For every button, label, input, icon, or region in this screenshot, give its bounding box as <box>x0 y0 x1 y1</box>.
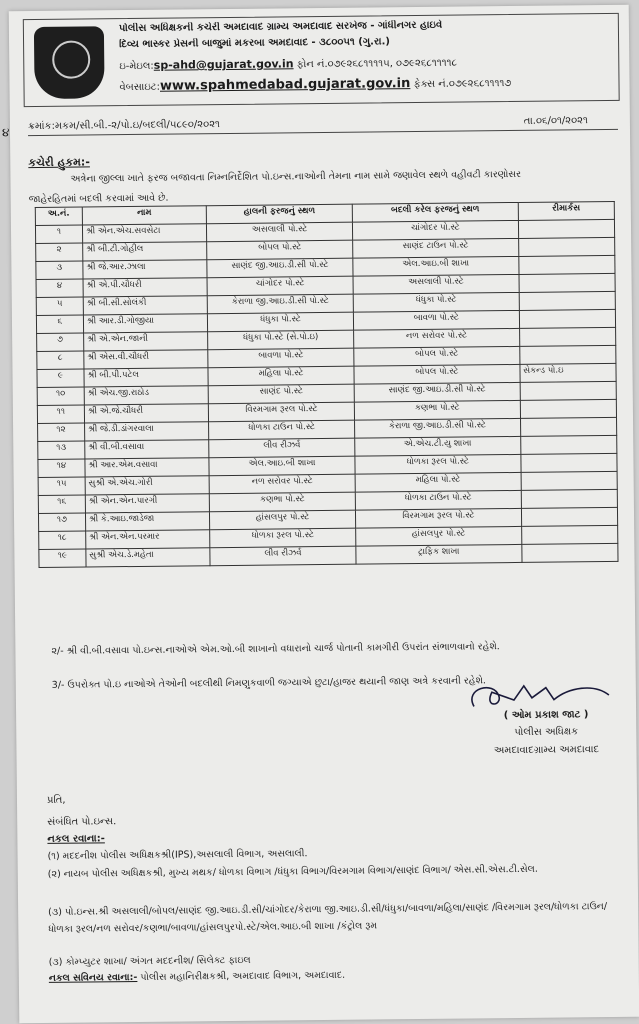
cell-current-post: લીવ રીઝર્વ <box>209 438 355 458</box>
cell-serial: ૭ <box>37 333 84 351</box>
intro-line-1: અત્રેના જીલ્લા ખાતે ફરજ બજાવતા નિમ્નનિર્દેશિત પો.ઇન્સ.નાઓની તેમના નામ સામે જણાવેલ સ્થળે વહીવટી કારણોસર <box>70 168 522 185</box>
cell-serial: ૬ <box>36 315 83 333</box>
cell-name: શ્રી એ.જે.ચૌધરી <box>84 404 209 423</box>
fax-label: ફેક્સ નં. <box>413 78 449 91</box>
cell-current-post: સાણંદ પો.સ્ટે <box>208 384 354 404</box>
reference-number: ક્રમાંક:મકમ/સી.બી.-૨/પો.ઇ/બદલી/૫૮૯૦/૨૦૨૧ <box>27 119 221 133</box>
cc-item: (૧) મદદનીશ પોલીસ અધિક્ષકશ્રી(IPS),અસલાલી વિભાગ, અસલાલી. <box>47 848 308 862</box>
cell-remarks <box>519 273 615 292</box>
cell-serial: ૪ <box>36 279 83 297</box>
cell-remarks <box>518 237 614 256</box>
website-line <box>119 74 612 94</box>
cell-serial: ૧૫ <box>38 477 85 495</box>
cell-new-post: ધંધુકા પો.સ્ટે <box>353 292 519 312</box>
document-page <box>1 5 639 1023</box>
transfer-table <box>35 201 619 568</box>
cell-current-post: ધંધુકા પો.સ્ટે <box>208 312 354 332</box>
signatory-designation: પોલીસ અધિક્ષક <box>514 726 579 739</box>
cell-current-post: બોપલ પો.સ્ટે <box>207 240 353 260</box>
recipient-prefix: પ્રતિ, <box>46 794 66 806</box>
cell-remarks <box>519 291 615 310</box>
cell-name: શ્રી બી.ટી.ગોહીલ <box>82 242 207 261</box>
cell-new-post: વિરમગામ રૂરલ પો.સ્ટે <box>355 508 521 528</box>
cell-current-post: હાંસલપુર પો.સ્ટે <box>210 510 356 530</box>
cell-serial: ૧૦ <box>37 387 84 405</box>
header-serial: અ.નં. <box>35 207 82 225</box>
forward-recipient: પોલીસ મહાનિરીક્ષકશ્રી, અમદાવાદ વિભાગ, અમદાવાદ. <box>137 969 346 983</box>
office-address: દિવ્ય ભાસ્કર પ્રેસની બાજુમાં મકરબા અમદાવાદ - ૩૮૦૦૫૧ (ગુ.રા.) <box>119 36 391 51</box>
cell-new-post: કેરાળા જી.આઇ.ડી.સી પો.સ્ટે <box>355 418 521 438</box>
cell-current-post: કણભા પો.સ્ટે <box>209 492 355 512</box>
order-date: તા.૦૬/૦૧/૨૦૨૧ <box>523 115 588 127</box>
cell-name: શ્રી આર.ડી.ગોજીયા <box>83 314 208 333</box>
forward-heading: નકલ સવિનય રવાના:- <box>48 971 138 984</box>
cell-remarks <box>520 399 616 418</box>
cell-current-post: બાવળા પો.સ્ટે <box>208 348 354 368</box>
cell-name: શ્રી એન.એન.પરમાર <box>85 530 210 549</box>
cell-new-post: ધોળકા રૂરલ પો.સ્ટે <box>355 454 521 474</box>
cell-remarks <box>521 507 617 526</box>
header-current-post: હાલની ફરજનું સ્થળ <box>206 204 352 224</box>
table-body <box>35 219 618 567</box>
cell-name: શ્રી એન.એન.પારગી <box>85 494 210 513</box>
cell-remarks <box>519 327 615 346</box>
cell-new-post: બોપલ પો.સ્ટે <box>354 346 520 366</box>
cc-item: (૩) કોમ્પ્યુટર શાખા/ અંગત મદદનીશ/ સિલેક્ટ ફાઇલ <box>48 954 251 968</box>
cell-name: શ્રી એસ.વી.ચૌધરી <box>84 350 209 369</box>
signatory-name: ( ઓમ પ્રકાશ જાટ ) <box>503 709 589 722</box>
cell-remarks <box>521 453 617 472</box>
cell-name: શ્રી એચ.જી.રાઠોડ <box>84 386 209 405</box>
note-additional-charge: ૨/- શ્રી વી.બી.વસાવા પો.ઇન્સ.નાઓએ એમ.ઓ.બી શાખાનો વધારાનો ચાર્જ પોતાની કામગીરી ઉપરાંત સંભાળવાનો રહેશે. <box>51 641 500 657</box>
cell-current-post: ધોળકા ટાઉન પો.સ્ટે <box>209 420 355 440</box>
note-relieve-join: 3/- ઉપરોક્ત પો.ઇ નાઓએ તેઓની બદલીથી નિમણુકવાળી જગ્યાએ છુટા/હાજર થયાની જાણ અત્રે કરવાની રહેશે. <box>51 675 486 691</box>
cell-name: શ્રી એ.એન.જાની <box>83 332 208 351</box>
cell-new-post: ટ્રાફિક શાખા <box>356 544 522 564</box>
intro-line-2: જાહેરહિતમાં બદલી કરવામાં આવે છે. <box>28 192 169 206</box>
cell-name: શ્રી એ.પી.ચૌધરી <box>83 278 208 297</box>
cell-serial: ૮ <box>37 351 84 369</box>
header-new-post: બદલી કરેલ ફરજનું સ્થળ <box>352 202 518 222</box>
cell-current-post: કેરાળા જી.આઇ.ડી.સી પો.સ્ટે <box>207 294 353 314</box>
cell-current-post: લીવ રીઝર્વ <box>210 546 356 566</box>
cell-remarks <box>518 219 614 238</box>
cell-name: શ્રી જે.આર.ઝાલા <box>83 260 208 279</box>
cell-name: શ્રી બી.પી.પટેલ <box>84 368 209 387</box>
cell-current-post: સાણંદ જી.આઇ.ડી.સી પો.સ્ટે <box>207 258 353 278</box>
website-link[interactable]: www.spahmedabad.gujarat.gov.in <box>159 76 411 94</box>
cell-current-post: નળ સરોવર પો.સ્ટે <box>209 474 355 494</box>
cc-item: (૨) નાયબ પોલીસ અધિક્ષકશ્રી, મુખ્ય મથક/ ધોળકા વિભાગ /ધંધુકા વિભાગ/વિરમગામ વિભાગ/સાણંદ વિભાગ/ એસ.સી.એસ.ટી.સેલ. <box>47 863 538 880</box>
cell-name: શ્રી આર.એમ.વસાવા <box>85 458 210 477</box>
police-emblem-icon <box>34 26 105 99</box>
cell-new-post: સાણંદ ટાઉન પો.સ્ટે <box>353 238 519 258</box>
email-link[interactable]: sp-ahd@gujarat.gov.in <box>153 57 294 72</box>
cell-serial: ૯ <box>37 369 84 387</box>
header-remarks: રીમાર્કસ <box>518 201 614 220</box>
cell-new-post: એ.એચ.ટી.યુ શાખા <box>355 436 521 456</box>
cell-serial: ૧૨ <box>38 423 85 441</box>
cell-remarks <box>520 435 616 454</box>
cell-current-post: ચાંગોદર પો.સ્ટે <box>207 276 353 296</box>
cell-new-post: કણભા પો.સ્ટે <box>354 400 520 420</box>
cell-name: શ્રી એન.એચ.સવસેટા <box>82 224 207 243</box>
cell-new-post: સાણંદ જી.આઇ.ડી.સી પો.સ્ટે <box>354 382 520 402</box>
cell-remarks <box>519 309 615 328</box>
cell-serial: ૧૬ <box>38 495 85 513</box>
cell-new-post: બોપલ પો.સ્ટે <box>354 364 520 384</box>
contact-line <box>119 54 612 72</box>
cc-item: (૩) પો.ઇન્સ.શ્રી અસલાલી/બોપલ/સાણંદ જી.આઇ.ડી.સી/ચાંગોદર/કેરાળા જી.આઇ.ડી.સી/ધંધુકા/બાવળા/મહિલા/સાણંદ /વિરમગામ રૂરલ/ધોળકા ટાઉન/ધોળકા રૂરલ/નળ સરોવર/કણભા/બાવળા/હાંસલપુરપો.સ્ટે/એલ.આઇ.બી શાખા /કંટ્રોલ રૂમ <box>48 901 608 935</box>
cell-new-post: હાંસલપુર પો.સ્ટે <box>356 526 522 546</box>
website-label: વેબસાઇટ: <box>119 81 161 94</box>
cell-current-post: વિરમગામ રૂરલ પો.સ્ટે <box>208 402 354 422</box>
cell-current-post: ધોળકા રૂરલ પો.સ્ટે <box>210 528 356 548</box>
cell-new-post: અસલાલી પો.સ્ટે <box>353 274 519 294</box>
office-name: પોલીસ અધિક્ષકની કચેરી અમદાવાદ ગ્રામ્ય અમદાવાદ સરખેજ - ગાંધીનગર હાઇવે <box>118 19 443 35</box>
cc-heading: નકલ રવાના:- <box>47 833 105 845</box>
cell-new-post: ચાંગોદર પો.સ્ટે <box>352 220 518 240</box>
cell-serial: ૧૮ <box>39 531 86 549</box>
letterhead <box>23 13 620 107</box>
cell-serial: ૩ <box>36 261 83 279</box>
cell-remarks <box>521 525 617 544</box>
cell-new-post: બાવળા પો.સ્ટે <box>353 310 519 330</box>
cell-remarks <box>522 543 618 562</box>
cell-name: શ્રી કે.આઇ.જાડેજા <box>85 512 210 531</box>
fax-number: ૦૭૯૨૬૮૧૧૧૧૭ <box>448 78 512 90</box>
cell-current-post: એલ.આઇ.બી શાખા <box>209 456 355 476</box>
cell-serial: ૧૧ <box>37 405 84 423</box>
cell-serial: ૧૯ <box>39 549 86 567</box>
cell-remarks <box>521 489 617 508</box>
cell-serial: ૫ <box>36 297 83 315</box>
phone-label: ફોન નં. <box>296 58 328 71</box>
cell-name: શ્રી જે.ડી.ડાંગરવાલા <box>84 422 209 441</box>
cell-new-post: ધોળકા ટાઉન પો.સ્ટે <box>355 490 521 510</box>
cell-remarks <box>519 255 615 274</box>
phone-number: ૦૭૯૨૬૮૧૧૧૧૫, ૦૭૯૨૬૮૧૧૧૧૮ <box>327 57 458 70</box>
forward-line <box>49 970 345 984</box>
cell-name: સુશ્રી એ.એચ.ગોરી <box>85 476 210 495</box>
recipient-to: સંબંધિત પો.ઇન્સ. <box>47 816 117 828</box>
cell-current-post: ધંધુકા પો.સ્ટે (સે.પો.ઇ) <box>208 330 354 350</box>
header-name: નામ <box>82 206 207 225</box>
cell-name: સુશ્રી એચ.ડે.મહેતા <box>86 548 211 567</box>
cell-serial: ૧ <box>35 225 82 243</box>
cell-name: શ્રી બી.સી.સોલંકી <box>83 296 208 315</box>
cell-current-post: અસલાલી પો.સ્ટે <box>207 222 353 242</box>
reference-line <box>28 115 618 136</box>
cell-serial: ૧૭ <box>38 513 85 531</box>
cell-serial: ૧૩ <box>38 441 85 459</box>
signatory-office: અમદાવાદગ્રામ્ય અમદાવાદ <box>493 744 600 757</box>
cell-remarks <box>519 345 615 364</box>
cell-serial: ૧૪ <box>38 459 85 477</box>
cell-serial: ૨ <box>36 243 83 261</box>
cell-name: શ્રી વી.બી.વસાવા <box>85 440 210 459</box>
cell-current-post: મહિલા પો.સ્ટે <box>208 366 354 386</box>
cell-remarks <box>521 471 617 490</box>
email-label: ઇ-મેઇલ: <box>119 60 154 73</box>
cell-new-post: મહિલા પો.સ્ટે <box>355 472 521 492</box>
cell-remarks: સેકન્ડ પો.ઇ <box>520 363 616 382</box>
order-heading: કચેરી હુકમ:- <box>28 155 90 170</box>
cell-new-post: નળ સરોવર પો.સ્ટે <box>354 328 520 348</box>
cell-new-post: એલ.આઇ.બી શાખા <box>353 256 519 276</box>
margin-mark: ૪ <box>1 125 10 140</box>
cell-remarks <box>520 381 616 400</box>
cell-remarks <box>520 417 616 436</box>
